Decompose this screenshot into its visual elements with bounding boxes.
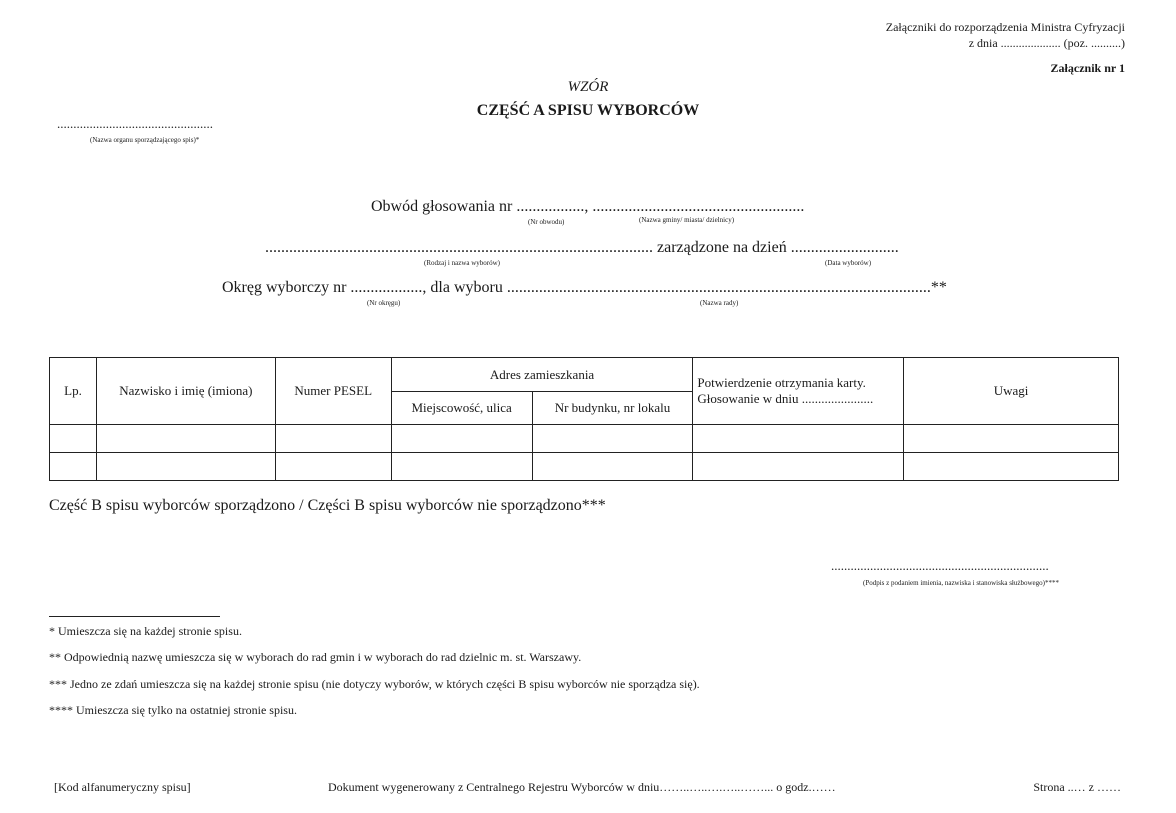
template-label: WZÓR (567, 79, 609, 95)
table-cell (275, 453, 391, 481)
page-title: CZĘŚĆ A SPISU WYBORCÓW (476, 102, 700, 119)
part-b-statement: Część B spisu wyborców sporządzono / Części B spisu wyborców nie sporządzono*** (49, 497, 606, 514)
column-header-notes: Uwagi (904, 358, 1119, 425)
footer-generated: Dokument wygenerowany z Centralnego Rejestru Wyborców w dniu……..…..….…..……... o godz.…… (328, 780, 836, 794)
table-cell (275, 425, 391, 453)
table-row (50, 453, 1119, 481)
signature-field: ................................................................... (831, 558, 1049, 573)
footer-code: [Kod alfanumeryczny spisu] (54, 780, 191, 794)
confirmation-line-2: Głosowanie w dniu ...................... (697, 391, 874, 406)
table-cell (904, 453, 1119, 481)
column-header-lp: Lp. (50, 358, 97, 425)
voters-table (49, 357, 1119, 481)
table-cell (693, 425, 904, 453)
column-header-city: Miejscowość, ulica (391, 392, 532, 425)
table-cell (96, 453, 275, 481)
table-row (50, 425, 1119, 453)
table-cell (50, 425, 97, 453)
table-cell (391, 453, 532, 481)
column-header-name: Nazwisko i imię (imiona) (96, 358, 275, 425)
district-gmina-caption: (Nazwa gminy/ miasta/ dzielnicy) (639, 216, 735, 224)
footer-page-number: Strona ..… z …… (1033, 780, 1121, 794)
table-cell (904, 425, 1119, 453)
footnote-3: *** Jedno ze zdań umieszcza się na każdej stronie spisu (nie dotyczy wyborów, w których części B spisu wyborców nie sporządza się). (49, 677, 700, 691)
table-cell (532, 425, 693, 453)
column-header-pesel: Numer PESEL (275, 358, 391, 425)
district-line: Obwód głosowania nr ................., ..................................................... (371, 198, 805, 215)
table-cell (532, 453, 693, 481)
footnote-4: **** Umieszcza się tylko na ostatniej stronie spisu. (49, 703, 297, 717)
district-number-caption: (Nr obwodu) (528, 218, 565, 226)
council-name-caption: (Nazwa rady) (700, 299, 739, 307)
table-cell (391, 425, 532, 453)
constituency-line: Okręg wyborczy nr .................., dla wyboru ..........................................................................................................** (222, 279, 947, 296)
table-cell (693, 453, 904, 481)
confirmation-line-1: Potwierdzenie otrzymania karty. (697, 375, 866, 390)
footnote-1: * Umieszcza się na każdej stronie spisu. (49, 624, 242, 638)
organ-name-field: ................................................ (57, 116, 213, 131)
organ-name-caption: (Nazwa organu sporządzającego spis)* (90, 136, 200, 144)
table-cell (50, 453, 97, 481)
table-cell (96, 425, 275, 453)
column-header-confirmation (693, 358, 904, 425)
column-header-building: Nr budynku, nr lokalu (532, 392, 693, 425)
annex-line-1: Załączniki do rozporządzenia Ministra Cyfryzacji (885, 20, 1125, 34)
election-line: ................................................................................................. zarządzone na dzień ........................... (265, 239, 899, 256)
footnote-divider (49, 616, 220, 617)
election-type-caption: (Rodzaj i nazwa wyborów) (424, 259, 501, 267)
footnote-2: ** Odpowiednią nazwę umieszcza się w wyborach do rad gmin i w wyborach do rad dzielnic m. st. Warszawy. (49, 650, 582, 664)
signature-caption: (Podpis z podaniem imienia, nazwiska i stanowiska służbowego)**** (863, 579, 1059, 587)
annex-line-2: z dnia .................... (poz. ..........) (968, 36, 1125, 50)
annex-header (886, 19, 1125, 51)
constituency-number-caption: (Nr okręgu) (367, 299, 401, 307)
annex-number: Załącznik nr 1 (1050, 61, 1125, 75)
column-header-address: Adres zamieszkania (391, 358, 693, 392)
election-date-caption: (Data wyborów) (825, 259, 872, 267)
